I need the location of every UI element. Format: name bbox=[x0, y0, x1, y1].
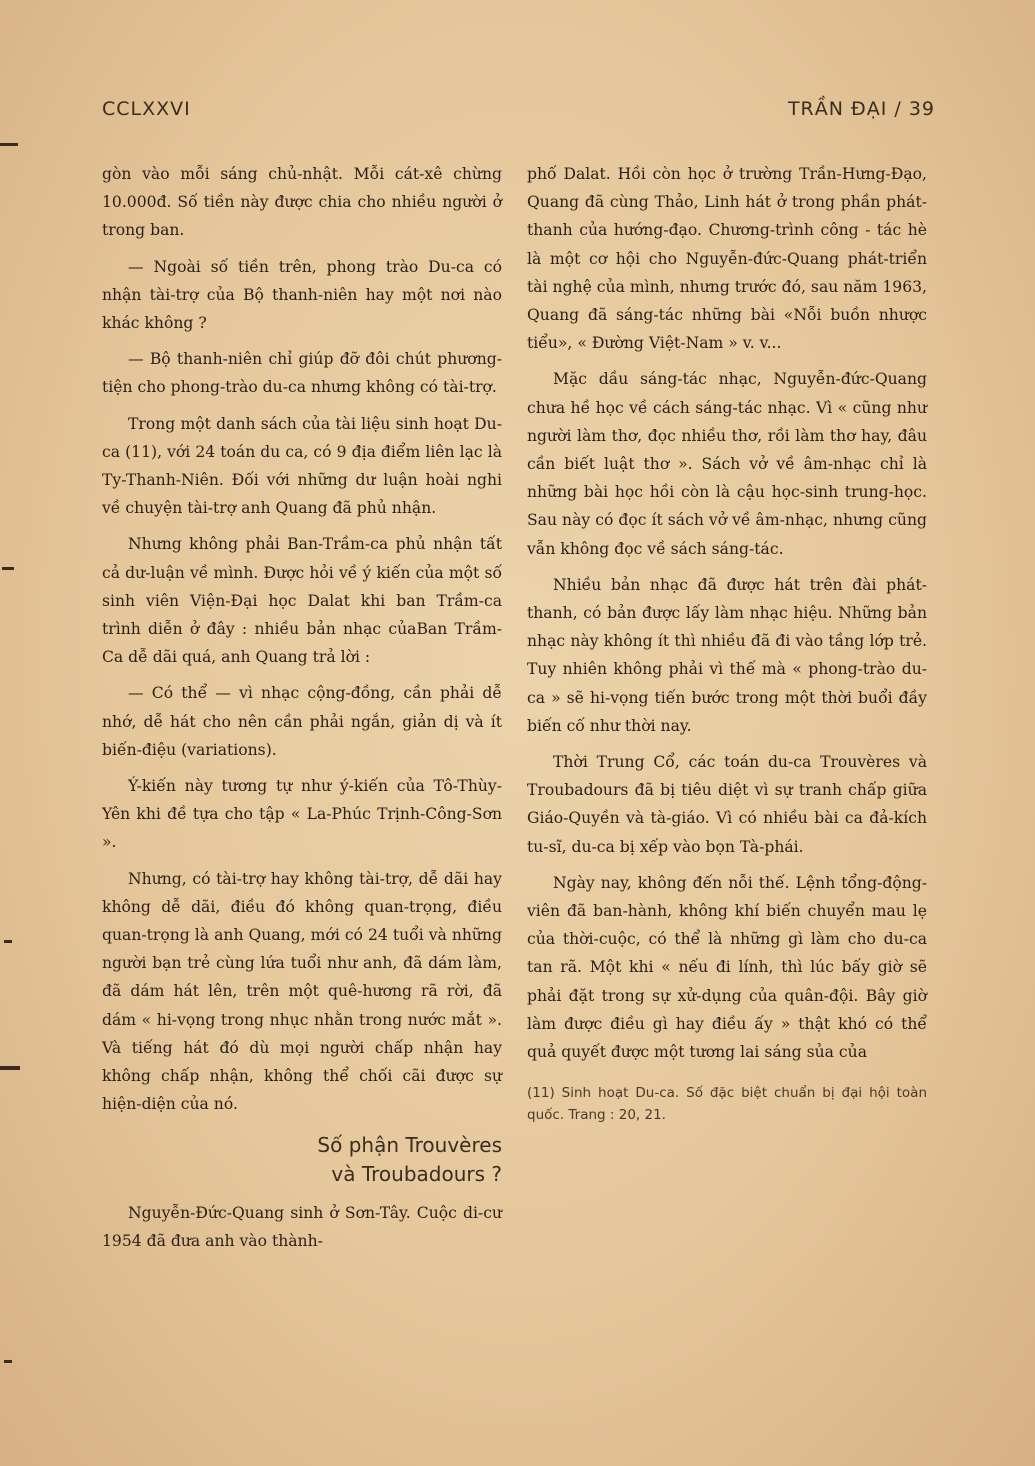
paragraph: — Ngoài số tiền trên, phong trào Du-ca có nhận tài-trợ của Bộ thanh-niên hay một nơi nào khác không ? bbox=[102, 257, 502, 333]
paragraph: — Có thể — vì nhạc cộng-đồng, cần phải dễ nhớ, dễ hát cho nên cần phải ngắn, giản dị và ít biến-điệu (variations). bbox=[102, 684, 502, 759]
paragraph: Ý-kiến này tương tự như ý-kiến của Tô-Thùy-Yên khi đề tựa cho tập « La-Phúc Trịnh-Công-Sơn ». bbox=[102, 777, 502, 852]
binding-mark bbox=[4, 1360, 12, 1363]
right-column bbox=[527, 160, 927, 1126]
paragraph: Nhưng, có tài-trợ hay không tài-trợ, dễ dãi hay không dễ dãi, điều đó không quan-trọng, điều quan-trọng là anh Quang, mới có 24 tuổi và những người bạn trẻ cùng lứa tuổi như anh, đã dám làm, đã dám hát lên, trên một quê-hương rã rời, đã dám « hi-vọng trong nhục nhằn trong nước mắt ». Và tiếng hát đó dù mọi người chấp nhận hay không chấp nhận, không thể chối cãi được sự hiện-diện của nó. bbox=[102, 869, 502, 1114]
paragraph: Nhưng không phải Ban-Trầm-ca phủ nhận tất cả dư-luận về mình. Được hỏi về ý kiến của một số sinh viên Viện-Đại học Dalat khi ban Trầm-ca trình diễn ở đây : nhiều bản nhạc củaBan Trầm-Ca dễ dãi quá, anh Quang trả lời : bbox=[102, 535, 502, 667]
binding-mark bbox=[0, 1066, 20, 1070]
section-title-line-1: Số phận Trouvères bbox=[317, 1132, 502, 1157]
binding-mark bbox=[0, 143, 18, 146]
binding-mark bbox=[2, 567, 14, 570]
paragraph: Ngày nay, không đến nỗi thế. Lệnh tổng-động-viên đã ban-hành, không khí biến chuyển mau lẹ của thời-cuộc, có thể là những gì làm cho du-ca tan rã. Một khi « nếu đi lính, thì lúc bấy giờ sẽ phải đặt trong sự xử-dụng của quân-đội. Bây giờ làm được điều gì hay điều ấy » thật khó có thể quả quyết được một tương lai sáng sủa của bbox=[527, 873, 927, 1062]
page-header-right: TRẦN ĐẠI / 39 bbox=[787, 98, 935, 120]
paragraph: — Bộ thanh-niên chỉ giúp đỡ đôi chút phương-tiện cho phong-trào du-ca nhưng không có tài-trợ. bbox=[102, 350, 502, 397]
binding-mark bbox=[4, 940, 12, 943]
footnote: (11) Sinh hoạt Du-ca. Số đặc biệt chuẩn bị đại hội toàn quốc. Trang : 20, 21. bbox=[527, 1085, 927, 1124]
left-column bbox=[102, 160, 502, 1263]
paragraph: Trong một danh sách của tài liệu sinh hoạt Du-ca (11), với 24 toán du ca, có 9 địa điểm liên lạc là Ty-Thanh-Niên. Đối với những dư luận hoài nghi về chuyện tài-trợ anh Quang đã phủ nhận. bbox=[102, 414, 502, 518]
paragraph: gòn vào mỗi sáng chủ-nhật. Mỗi cát-xê chừng 10.000đ. Số tiền này được chia cho nhiều người ở trong ban. bbox=[102, 165, 502, 240]
section-title bbox=[102, 1131, 502, 1189]
paragraph: Nguyễn-Đức-Quang sinh ở Sơn-Tây. Cuộc di-cư 1954 đã đưa anh vào thành- bbox=[102, 1203, 502, 1250]
page-header-left: CCLXXVI bbox=[102, 98, 191, 120]
paragraph: Thời Trung Cổ, các toán du-ca Trouvères và Troubadours đã bị tiêu diệt vì sự tranh chấp giữa Giáo-Quyền và tà-giáo. Vì có nhiều bài ca đả-kích tu-sĩ, du-ca bị xếp vào bọn Tà-phái. bbox=[527, 753, 927, 856]
paragraph: Mặc dầu sáng-tác nhạc, Nguyễn-đức-Quang chưa hề học về cách sáng-tác nhạc. Vì « cũng như người làm thơ, đọc nhiều thơ, rồi làm thơ hay, đâu cần biết luật thơ ». Sách vở về âm-nhạc chỉ là những bài học hồi còn là cậu học-sinh trung-học. Sau này có đọc ít sách vở về âm-nhạc, nhưng cũng vẫn không đọc về sách sáng-tác. bbox=[527, 370, 927, 558]
paragraph: Nhiều bản nhạc đã được hát trên đài phát-thanh, có bản được lấy làm nhạc hiệu. Những bản nhạc này không ít thì nhiều đã đi vào tầng lớp trẻ. Tuy nhiên không phải vì thế mà « phong-trào du-ca » sẽ hi-vọng tiến bước trong một thời buổi đầy biến cố như thời nay. bbox=[527, 575, 927, 735]
paragraph: phố Dalat. Hồi còn học ở trường Trần-Hưng-Đạo, Quang đã cùng Thảo, Linh hát ở trong phần phát-thanh của hướng-đạo. Chương-trình công - tác hè là một cơ hội cho Nguyễn-đức-Quang phát-triển tài nghệ của mình, nhưng trước đó, sau năm 1963, Quang đã sáng-tác những bài «Nỗi buồn nhược tiểu», « Đường Việt-Nam » v. v... bbox=[527, 165, 927, 353]
section-title-line-2: và Troubadours ? bbox=[331, 1161, 502, 1186]
